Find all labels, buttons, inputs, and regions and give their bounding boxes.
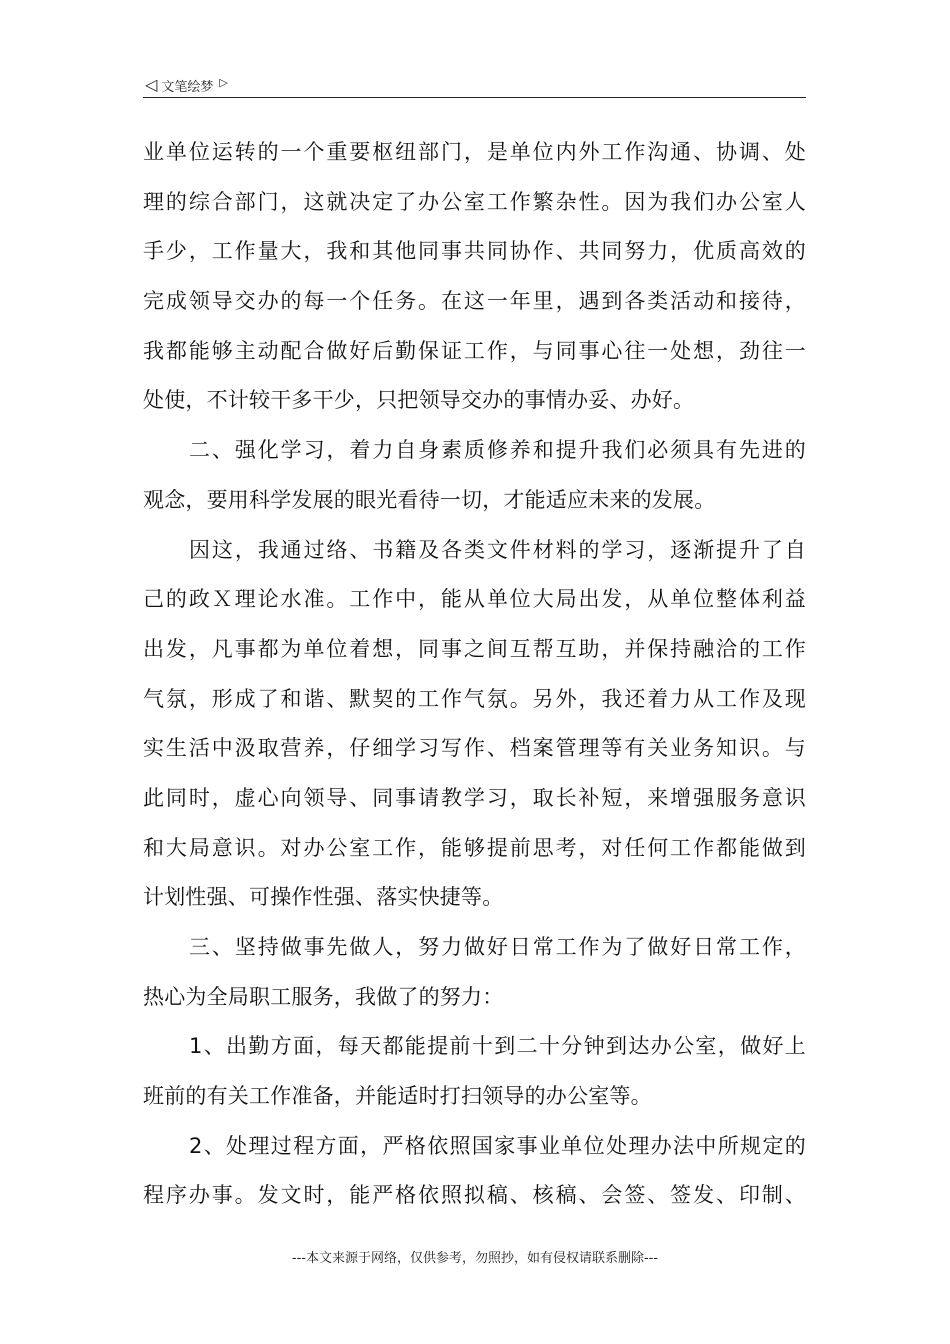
text-line: 计划性强、可操作性强、落实快捷等。 [143,885,504,910]
header-divider [143,97,806,98]
text-line: 我都能够主动配合做好后勤保证工作，与同事心往一处想，劲往一 [143,338,806,363]
text-line: 此同时，虚心向领导、同事请教学习，取长补短，来增强服务意识 [143,785,806,810]
triangle-right-icon: ▷ [219,75,228,89]
text-line: 观念，要用科学发展的眼光看待一切，才能适应未来的发展。 [143,487,716,512]
text-line: 和大局意识。对办公室工作，能够提前思考，对任何工作都能做到 [143,835,806,860]
text-line: 程序办事。发文时，能严格依照拟稿、核稿、会签、签发、印制、 [143,1183,806,1208]
footer-notice: ---本文来源于网络，仅供参考，勿照抄，如有侵权请联系删除--- [291,1251,659,1266]
page-header [145,74,228,96]
text-line: 理的综合部门，这就决定了办公室工作繁杂性。因为我们办公室人 [143,189,806,214]
text-line: 热心为全局职工服务，我做了的努力： [143,984,504,1009]
text-line: 二、强化学习，着力自身素质修养和提升我们必须具有先进的 [189,438,806,463]
text-line: 己的政Ｘ理论水准。工作中，能从单位大局出发，从单位整体利益 [143,587,806,612]
text-line: 实生活中汲取营养，仔细学习写作、档案管理等有关业务知识。与 [143,736,806,761]
document-body [143,128,806,1221]
text-line: 1、出勤方面，每天都能提前十到二十分钟到达办公室，做好上 [189,1034,806,1059]
text-line: 气氛，形成了和谐、默契的工作气氛。另外，我还着力从工作及现 [143,686,806,711]
text-line: 手少，工作量大，我和其他同事共同协作、共同努力，优质高效的 [143,239,806,264]
text-line: 2、处理过程方面，严格依照国家事业单位处理办法中所规定的 [189,1133,806,1158]
text-line: 三、坚持做事先做人，努力做好日常工作为了做好日常工作， [189,935,806,959]
text-line: 业单位运转的一个重要枢纽部门，是单位内外工作沟通、协调、处 [143,140,806,164]
text-line: 完成领导交办的每一个任务。在这一年里，遇到各类活动和接待， [143,289,806,314]
header-title: 文笔绘梦 [161,79,214,95]
text-line: 因这，我通过络、书籍及各类文件材料的学习，逐渐提升了自 [189,537,806,562]
triangle-left-icon: ◁ [145,75,158,94]
text-line: 处使，不计较干多干少，只把领导交办的事情办妥、办好。 [143,388,695,413]
text-line: 出发，凡事都为单位着想，同事之间互帮互助，并保持融洽的工作 [143,636,806,661]
text-line: 班前的有关工作准备，并能适时打扫领导的办公室等。 [143,1084,652,1109]
